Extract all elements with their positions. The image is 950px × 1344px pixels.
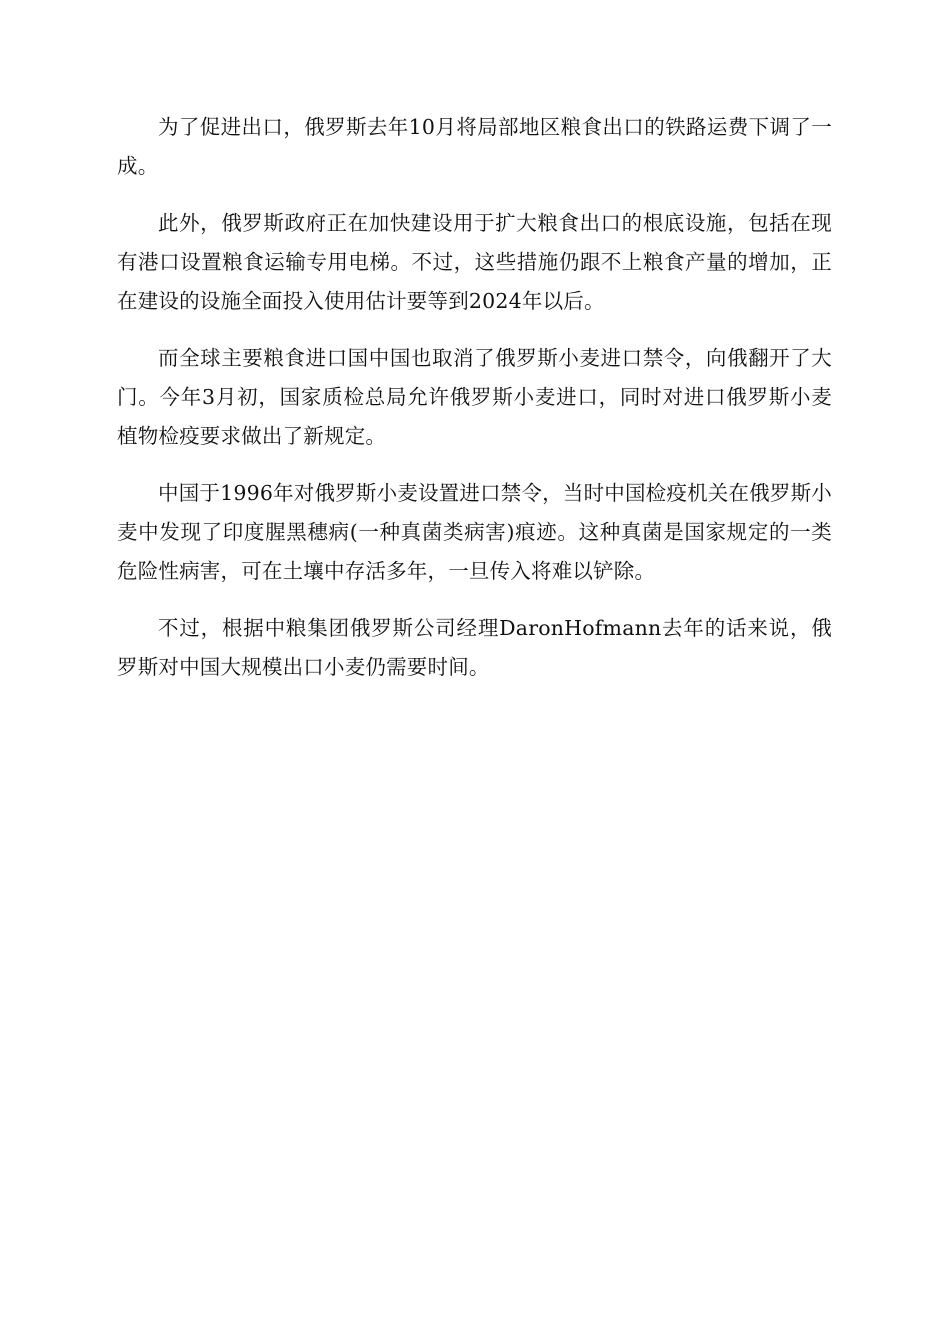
paragraph-cofco-quote: 不过，根据中粮集团俄罗斯公司经理DaronHofmann去年的话来说，俄罗斯对中国大规模出口小麦仍需要时间。	[117, 616, 832, 679]
document-body	[117, 108, 832, 705]
paragraph-infrastructure: 此外，俄罗斯政府正在加快建设用于扩大粮食出口的根底设施，包括在现有港口设置粮食运输专用电梯。不过，这些措施仍跟不上粮食产量的增加，正在建设的设施全面投入使用估计要等到2024年以后。	[117, 211, 832, 313]
paragraph-1996-ban-history: 中国于1996年对俄罗斯小麦设置进口禁令，当时中国检疫机关在俄罗斯小麦中发现了印度腥黑穗病(一种真菌类病害)痕迹。这种真菌是国家规定的一类危险性病害，可在土壤中存活多年，一旦传入将难以铲除。	[117, 481, 832, 583]
paragraph-china-import-ban-lifted: 而全球主要粮食进口国中国也取消了俄罗斯小麦进口禁令，向俄翻开了大门。今年3月初，国家质检总局允许俄罗斯小麦进口，同时对进口俄罗斯小麦植物检疫要求做出了新规定。	[117, 346, 832, 448]
paragraph-rail-freight: 为了促进出口，俄罗斯去年10月将局部地区粮食出口的铁路运费下调了一成。	[117, 115, 832, 178]
